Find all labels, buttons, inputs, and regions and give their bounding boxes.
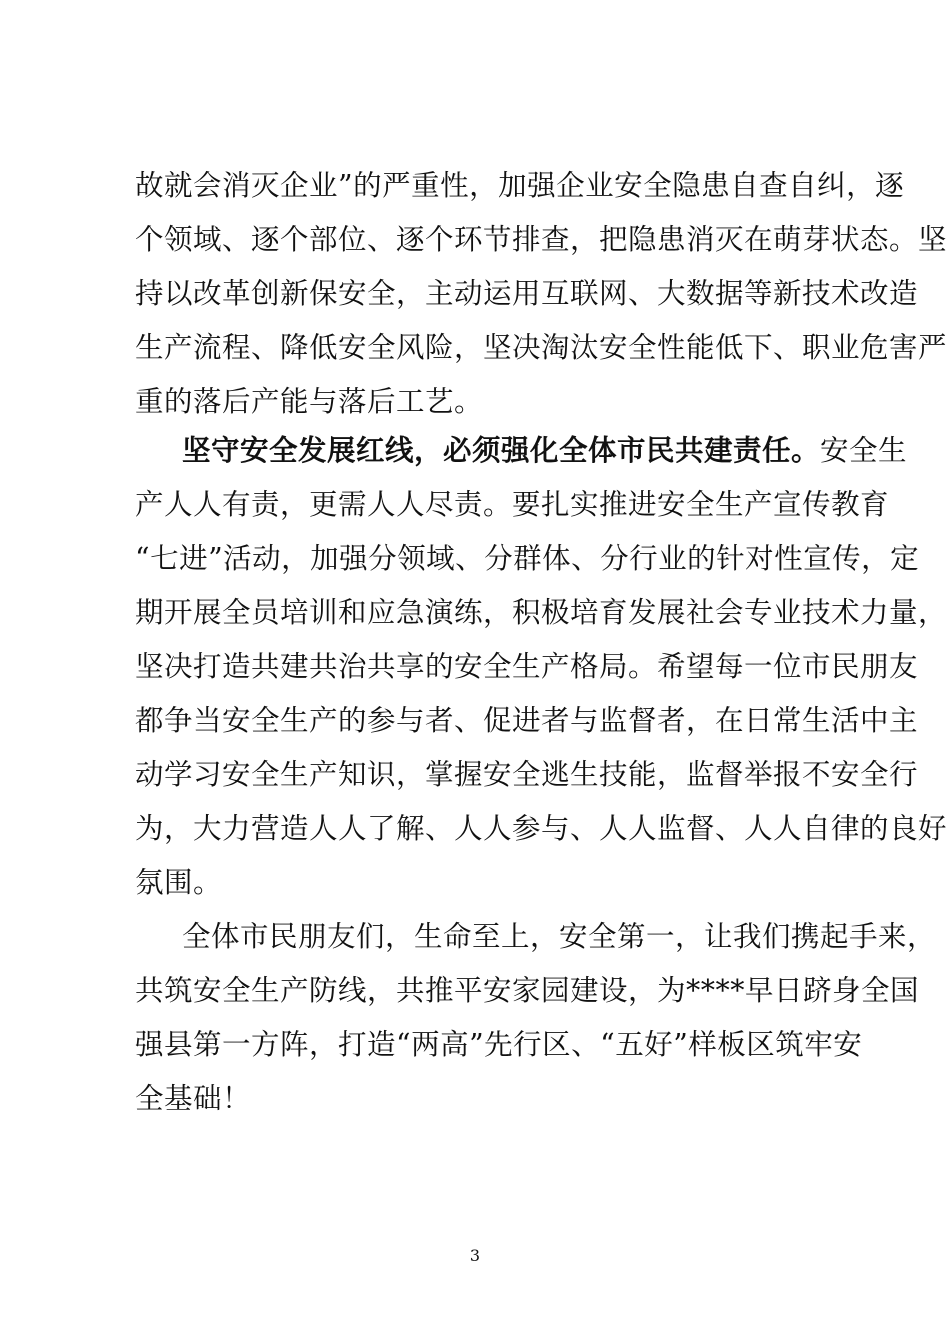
paragraph-2-line-2: 产人人有责，更需人人尽责。要扎实推进安全生产宣传教育 [135,488,890,521]
paragraph-2-line-5: 坚决打造共建共治共享的安全生产格局。希望每一位市民朋友 [135,650,919,683]
paragraph-2-line-3: “七进”活动，加强分领域、分群体、分行业的针对性宣传，定 [135,542,920,575]
paragraph-1-line-4: 生产流程、降低安全风险，坚决淘汰安全性能低下、职业危害严 [135,331,948,364]
page-number: 3 [469,1246,481,1265]
paragraph-3-line-3: 强县第一方阵，打造“两高”先行区、“五好”样板区筑牢安 [135,1028,863,1061]
paragraph-2-line-8: 为，大力营造人人了解、人人参与、人人监督、人人自律的良好 [135,812,948,845]
paragraph-2-heading: 坚守安全发展红线，必须强化全体市民共建责任。 [182,434,821,467]
paragraph-3-line-1: 全体市民朋友们，生命至上，安全第一，让我们携起手来， [182,920,937,953]
paragraph-1-line-1: 故就会消灭企业”的严重性，加强企业安全隐患自查自纠，逐 [135,169,905,202]
paragraph-1-line-2: 个领域、逐个部位、逐个环节排查，把隐患消灭在萌芽状态。坚 [135,223,948,256]
paragraph-1-line-5: 重的落后产能与落后工艺。 [135,385,484,418]
paragraph-2-line-9: 氛围。 [135,866,223,899]
paragraph-2-line-6: 都争当安全生产的参与者、促进者与监督者，在日常生活中主 [135,704,919,737]
paragraph-2-line-7: 动学习安全生产知识，掌握安全逃生技能，监督举报不安全行 [135,758,919,791]
paragraph-2-line-1-rest: 安全生 [820,434,908,467]
paragraph-2-line-4: 期开展全员培训和应急演练，积极培育发展社会专业技术力量， [135,596,948,629]
paragraph-2-line-1 [182,428,908,474]
paragraph-3-line-4: 全基础！ [135,1082,252,1115]
paragraph-1-line-3: 持以改革创新保安全，主动运用互联网、大数据等新技术改造 [135,277,919,310]
paragraph-3-line-2: 共筑安全生产防线，共推平安家园建设，为****早日跻身全国 [135,974,920,1007]
